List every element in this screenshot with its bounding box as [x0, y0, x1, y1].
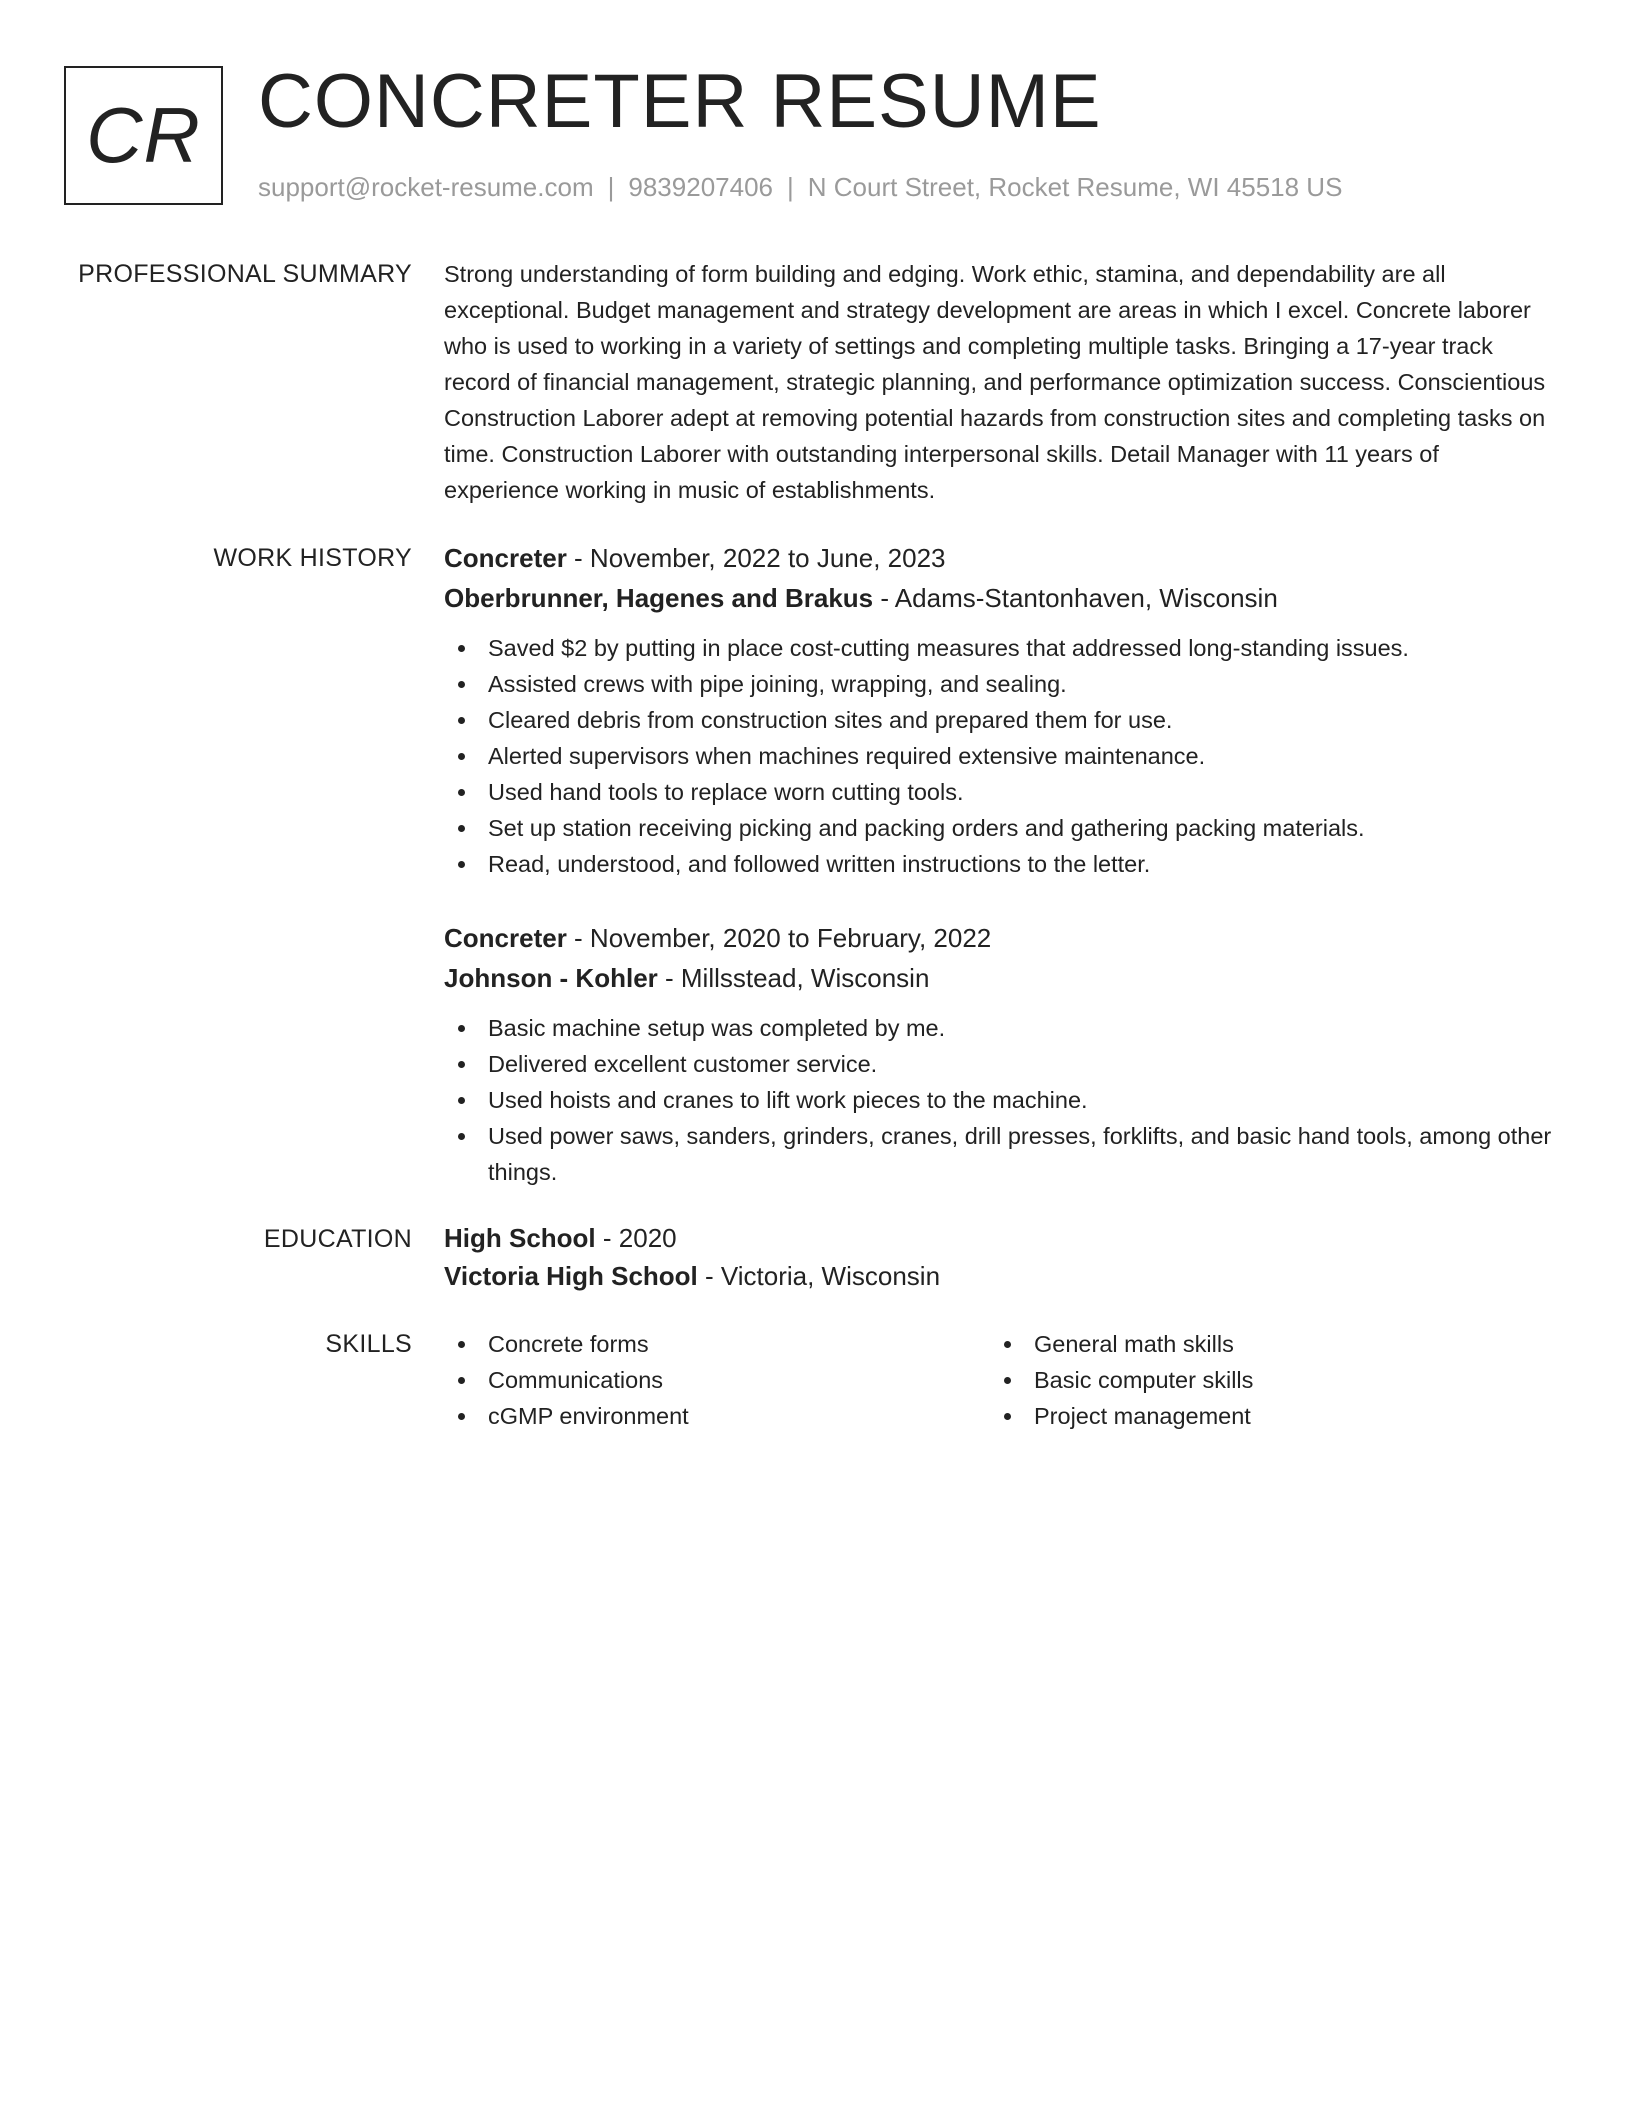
bullet-text: Used hand tools to replace worn cutting tools. [488, 779, 964, 805]
job-dates: - November, 2022 to June, 2023 [566, 543, 946, 573]
monogram-box [64, 66, 223, 205]
education-body [444, 1219, 1560, 1295]
list-item [444, 810, 1560, 846]
bullet-icon [458, 789, 465, 796]
bullet-icon [458, 681, 465, 688]
bullet-icon [458, 825, 465, 832]
education-degree: High School [444, 1223, 596, 1253]
bullet-text: Alerted supervisors when machines required extensive maintenance. [488, 743, 1206, 769]
bullet-icon [1004, 1413, 1011, 1420]
bullet-icon [1004, 1341, 1011, 1348]
job-bullets [444, 1010, 1560, 1190]
bullet-text: Used power saws, sanders, grinders, cranes, drill presses, forklifts, and basic hand tools, among other things. [488, 1123, 1552, 1185]
bullet-icon [458, 1341, 465, 1348]
bullet-icon [458, 1061, 465, 1068]
list-item [990, 1326, 1536, 1362]
bullet-text: Basic machine setup was completed by me. [488, 1015, 946, 1041]
summary-text: Strong understanding of form building and edging. Work ethic, stamina, and dependability are all exceptional. Budget management and strategy development are areas in which I excel. Concrete laborer who is used to working in a variety of settings and completing multiple tasks. Bringing a 17-year track record of financial management, strategic planning, and performance optimization success. Conscientious Construction Laborer adept at removing potential hazards from construction sites and completing tasks on time. Construction Laborer with outstanding interpersonal skills. Detail Manager with 11 years of experience working in music of establishments. [444, 261, 1546, 503]
list-item [444, 1362, 990, 1398]
skills-column-right [990, 1326, 1536, 1434]
bullet-icon [458, 1025, 465, 1032]
job-company-line [444, 578, 1560, 618]
list-item [444, 846, 1560, 882]
resume-title: CONCRETER RESUME [258, 59, 1102, 144]
contact-separator: | [787, 172, 794, 202]
education-location: - Victoria, Wisconsin [697, 1261, 941, 1291]
list-item [444, 1326, 990, 1362]
contact-separator: | [607, 172, 615, 202]
list-item [444, 702, 1560, 738]
list-item [444, 1010, 1560, 1046]
skill-text: Basic computer skills [1034, 1367, 1254, 1393]
skills-list [990, 1326, 1536, 1434]
bullet-text: Read, understood, and followed written instructions to the letter. [488, 851, 1151, 877]
skills-body [444, 1326, 1560, 1434]
bullet-text: Cleared debris from construction sites and prepared them for use. [488, 707, 1173, 733]
education-school-line [444, 1257, 1560, 1295]
job-company: Johnson - Kohler [444, 963, 658, 993]
list-item [444, 1118, 1560, 1190]
skills-list [444, 1326, 990, 1434]
skill-text: cGMP environment [488, 1403, 689, 1429]
job-title: Concreter [444, 543, 567, 573]
bullet-icon [458, 1413, 465, 1420]
skills-label: SKILLS [325, 1330, 412, 1358]
list-item [990, 1362, 1536, 1398]
bullet-icon [458, 753, 465, 760]
bullet-icon [458, 861, 465, 868]
list-item [444, 774, 1560, 810]
education-year: - 2020 [595, 1223, 677, 1253]
bullet-icon [1004, 1377, 1011, 1384]
skill-text: Concrete forms [488, 1331, 649, 1357]
job-title-line [444, 918, 1560, 958]
education-school: Victoria High School [444, 1261, 698, 1291]
bullet-text: Saved $2 by putting in place cost-cutting measures that addressed long-standing issues. [488, 635, 1409, 661]
bullet-text: Set up station receiving picking and packing orders and gathering packing materials. [488, 815, 1365, 841]
list-item [444, 1398, 990, 1434]
skills-column-left [444, 1326, 990, 1434]
list-item [444, 630, 1560, 666]
work-history-label: WORK HISTORY [213, 544, 412, 572]
job-dates: - November, 2020 to February, 2022 [566, 923, 992, 953]
job-title-line [444, 538, 1560, 578]
list-item [990, 1398, 1536, 1434]
contact-address: N Court Street, Rocket Resume, WI 45518 US [807, 172, 1343, 202]
bullet-text: Delivered excellent customer service. [488, 1051, 878, 1077]
job-entry [444, 538, 1560, 882]
contact-phone: 9839207406 [628, 172, 773, 202]
bullet-text: Used hoists and cranes to lift work pieces to the machine. [488, 1087, 1088, 1113]
job-location: - Millsstead, Wisconsin [657, 963, 930, 993]
contact-line [258, 172, 1342, 203]
job-company: Oberbrunner, Hagenes and Brakus [444, 583, 874, 613]
skill-text: Project management [1034, 1403, 1251, 1429]
job-company-line [444, 958, 1560, 998]
work-history-body [444, 538, 1560, 1190]
education-label: EDUCATION [263, 1225, 412, 1253]
skill-text: General math skills [1034, 1331, 1234, 1357]
bullet-icon [458, 1377, 465, 1384]
job-bullets [444, 630, 1560, 882]
list-item [444, 1082, 1560, 1118]
skills-grid [444, 1326, 1560, 1434]
job-location: - Adams-Stantonhaven, Wisconsin [873, 583, 1278, 613]
list-item [444, 1046, 1560, 1082]
bullet-icon [458, 717, 465, 724]
job-title: Concreter [444, 923, 567, 953]
bullet-icon [458, 1097, 465, 1104]
monogram-initials: CR [86, 91, 201, 179]
bullet-text: Assisted crews with pipe joining, wrapping, and sealing. [488, 671, 1067, 697]
summary-label: PROFESSIONAL SUMMARY [78, 260, 412, 288]
contact-email: support@rocket-resume.com [258, 172, 594, 202]
list-item [444, 666, 1560, 702]
bullet-icon [458, 645, 465, 652]
bullet-icon [458, 1133, 465, 1140]
education-degree-line [444, 1219, 1560, 1257]
list-item [444, 738, 1560, 774]
summary-body [444, 256, 1560, 508]
job-entry [444, 918, 1560, 1190]
skill-text: Communications [488, 1367, 664, 1393]
